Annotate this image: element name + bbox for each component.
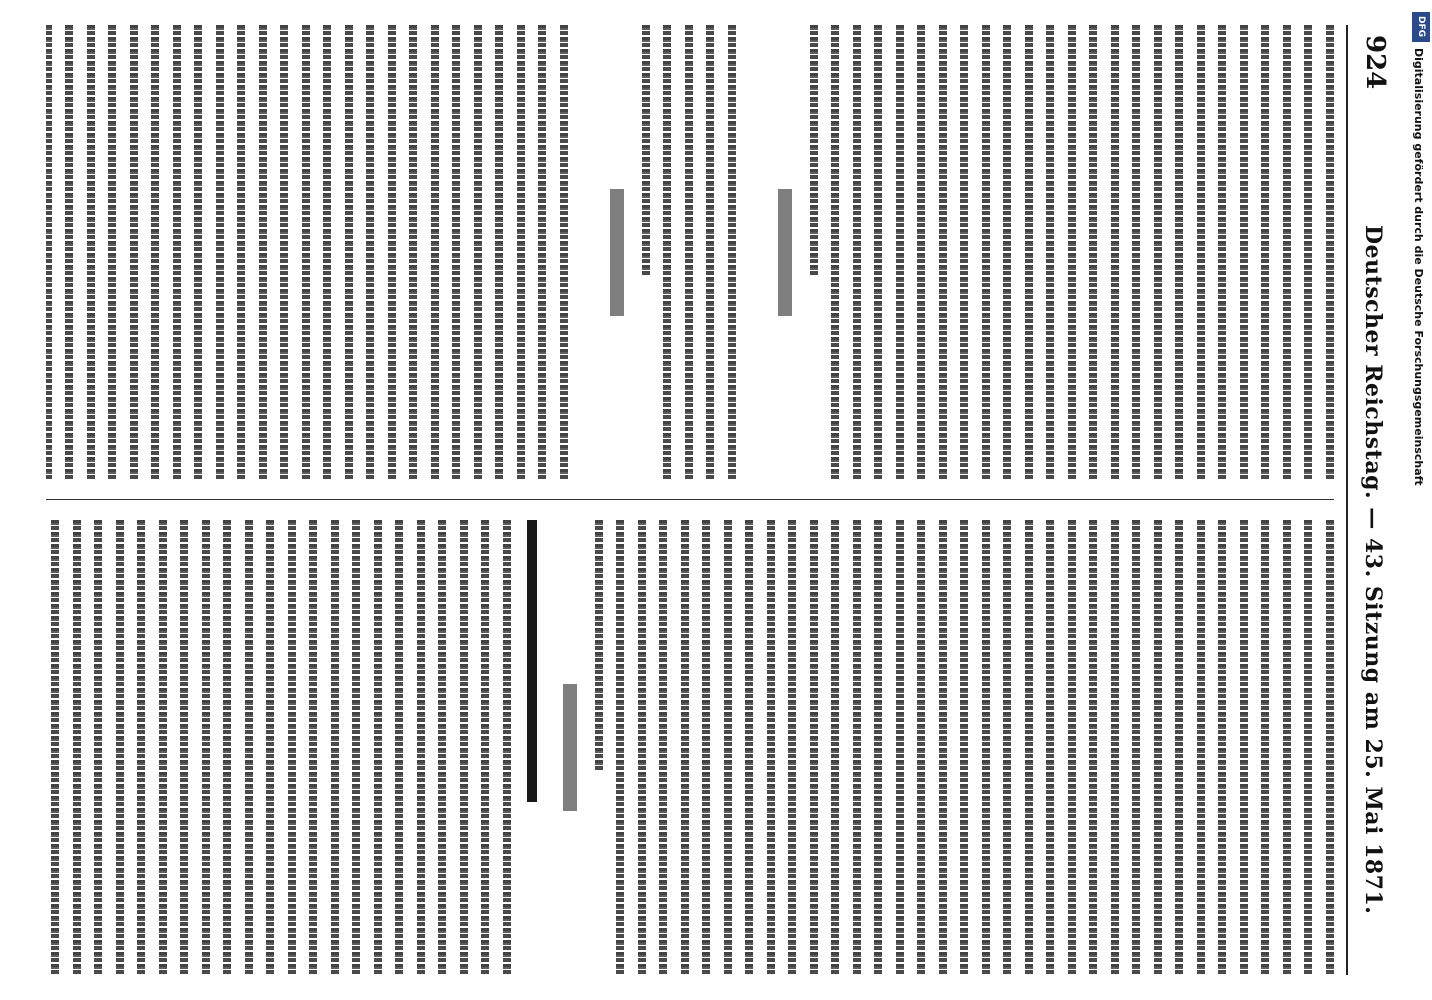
text-line bbox=[1240, 25, 1248, 480]
text-line bbox=[238, 25, 246, 480]
text-line bbox=[460, 520, 468, 975]
text-line bbox=[1047, 25, 1055, 480]
text-line bbox=[1305, 25, 1313, 480]
text-line bbox=[388, 25, 396, 480]
text-line bbox=[832, 25, 840, 480]
text-line bbox=[1004, 25, 1012, 480]
text-line bbox=[896, 25, 904, 480]
text-line bbox=[728, 25, 736, 480]
text-line bbox=[939, 25, 947, 480]
text-line bbox=[685, 25, 693, 480]
text-line bbox=[896, 520, 904, 975]
text-line bbox=[1262, 25, 1270, 480]
text-line bbox=[724, 520, 732, 975]
text-line bbox=[259, 25, 267, 480]
text-column-left bbox=[46, 25, 1334, 480]
text-line bbox=[138, 520, 146, 975]
text-line bbox=[707, 25, 715, 480]
text-line bbox=[496, 25, 504, 480]
text-column-right bbox=[46, 520, 1334, 975]
text-line bbox=[1326, 25, 1334, 480]
text-line bbox=[374, 520, 382, 975]
text-line bbox=[642, 25, 650, 275]
text-line bbox=[195, 25, 203, 480]
text-line bbox=[982, 520, 990, 975]
text-line bbox=[1197, 25, 1205, 480]
paragraph-gap bbox=[736, 25, 752, 480]
text-line bbox=[560, 25, 568, 480]
text-line bbox=[746, 520, 754, 975]
text-line bbox=[832, 520, 840, 975]
text-line bbox=[660, 520, 668, 975]
text-line bbox=[1283, 520, 1291, 975]
text-line bbox=[302, 25, 310, 480]
text-line bbox=[1090, 25, 1098, 480]
dfg-logo: DFG bbox=[1412, 12, 1430, 42]
text-line bbox=[1240, 520, 1248, 975]
speaker-line bbox=[527, 520, 537, 802]
text-line bbox=[638, 520, 646, 975]
text-line bbox=[474, 25, 482, 480]
page-title: Deutscher Reichstag. — 43. Sitzung am 25. Mai 1871. bbox=[1360, 225, 1386, 915]
digitization-stamp bbox=[1412, 8, 1430, 992]
text-line bbox=[1111, 25, 1119, 480]
text-line bbox=[810, 520, 818, 975]
text-line bbox=[224, 520, 232, 975]
text-line bbox=[918, 520, 926, 975]
text-line bbox=[453, 25, 461, 480]
text-line bbox=[961, 520, 969, 975]
text-line bbox=[1197, 520, 1205, 975]
text-line bbox=[281, 25, 289, 480]
text-line bbox=[66, 25, 74, 480]
text-line bbox=[789, 520, 797, 975]
text-line bbox=[1305, 520, 1313, 975]
text-line bbox=[324, 25, 332, 480]
text-line bbox=[1326, 520, 1334, 975]
text-line bbox=[288, 520, 296, 975]
text-line bbox=[1219, 25, 1227, 480]
text-line bbox=[345, 25, 353, 480]
text-line bbox=[396, 520, 404, 975]
parenthetical-note bbox=[610, 189, 624, 316]
text-line bbox=[109, 25, 117, 480]
text-line bbox=[1176, 25, 1184, 480]
text-line bbox=[482, 520, 490, 975]
text-line bbox=[681, 520, 689, 975]
text-line bbox=[595, 520, 603, 770]
text-line bbox=[1154, 520, 1162, 975]
text-line bbox=[875, 520, 883, 975]
text-line bbox=[875, 25, 883, 480]
text-line bbox=[1025, 520, 1033, 975]
text-line bbox=[918, 25, 926, 480]
text-line bbox=[517, 25, 525, 480]
text-line bbox=[159, 520, 167, 975]
text-line bbox=[173, 25, 181, 480]
text-line bbox=[982, 25, 990, 480]
text-line bbox=[417, 520, 425, 975]
text-line bbox=[52, 520, 60, 975]
text-line bbox=[367, 25, 375, 480]
text-line bbox=[181, 520, 189, 975]
text-line bbox=[46, 25, 52, 480]
text-line bbox=[703, 520, 711, 975]
paragraph-gap bbox=[568, 25, 584, 480]
text-line bbox=[617, 520, 625, 975]
text-line bbox=[539, 25, 547, 480]
text-line bbox=[1154, 25, 1162, 480]
stamp-text: Digitalisierung gefördert durch die Deutsche Forschungsgemeinschaft bbox=[1412, 48, 1425, 486]
text-line bbox=[853, 520, 861, 975]
text-line bbox=[1047, 520, 1055, 975]
text-line bbox=[87, 25, 95, 480]
text-line bbox=[1283, 25, 1291, 480]
text-line bbox=[1262, 520, 1270, 975]
text-line bbox=[1219, 520, 1227, 975]
text-line bbox=[1025, 25, 1033, 480]
page-header bbox=[1346, 25, 1396, 975]
text-line bbox=[353, 520, 361, 975]
text-line bbox=[664, 25, 672, 480]
text-line bbox=[431, 25, 439, 480]
text-line bbox=[961, 25, 969, 480]
text-line bbox=[1133, 520, 1141, 975]
text-line bbox=[73, 520, 81, 975]
text-line bbox=[216, 25, 224, 480]
page-number: 924 bbox=[1360, 35, 1390, 90]
text-line bbox=[1111, 520, 1119, 975]
text-line bbox=[202, 520, 210, 975]
text-line bbox=[1090, 520, 1098, 975]
text-line bbox=[1133, 25, 1141, 480]
text-line bbox=[331, 520, 339, 975]
text-line bbox=[503, 520, 511, 975]
text-line bbox=[939, 520, 947, 975]
text-line bbox=[1004, 520, 1012, 975]
text-line bbox=[152, 25, 160, 480]
text-line bbox=[1068, 25, 1076, 480]
text-line bbox=[1176, 520, 1184, 975]
column-rule bbox=[46, 499, 1334, 500]
text-line bbox=[130, 25, 138, 480]
text-line bbox=[853, 25, 861, 480]
text-line bbox=[810, 25, 818, 275]
parenthetical-note bbox=[563, 684, 577, 811]
parenthetical-note bbox=[778, 189, 792, 316]
text-line bbox=[1068, 520, 1076, 975]
text-line bbox=[267, 520, 275, 975]
text-line bbox=[116, 520, 124, 975]
text-line bbox=[410, 25, 418, 480]
text-line bbox=[95, 520, 103, 975]
text-line bbox=[439, 520, 447, 975]
text-line bbox=[767, 520, 775, 975]
rotated-page-content bbox=[36, 25, 1396, 975]
text-line bbox=[310, 520, 318, 975]
text-line bbox=[245, 520, 253, 975]
